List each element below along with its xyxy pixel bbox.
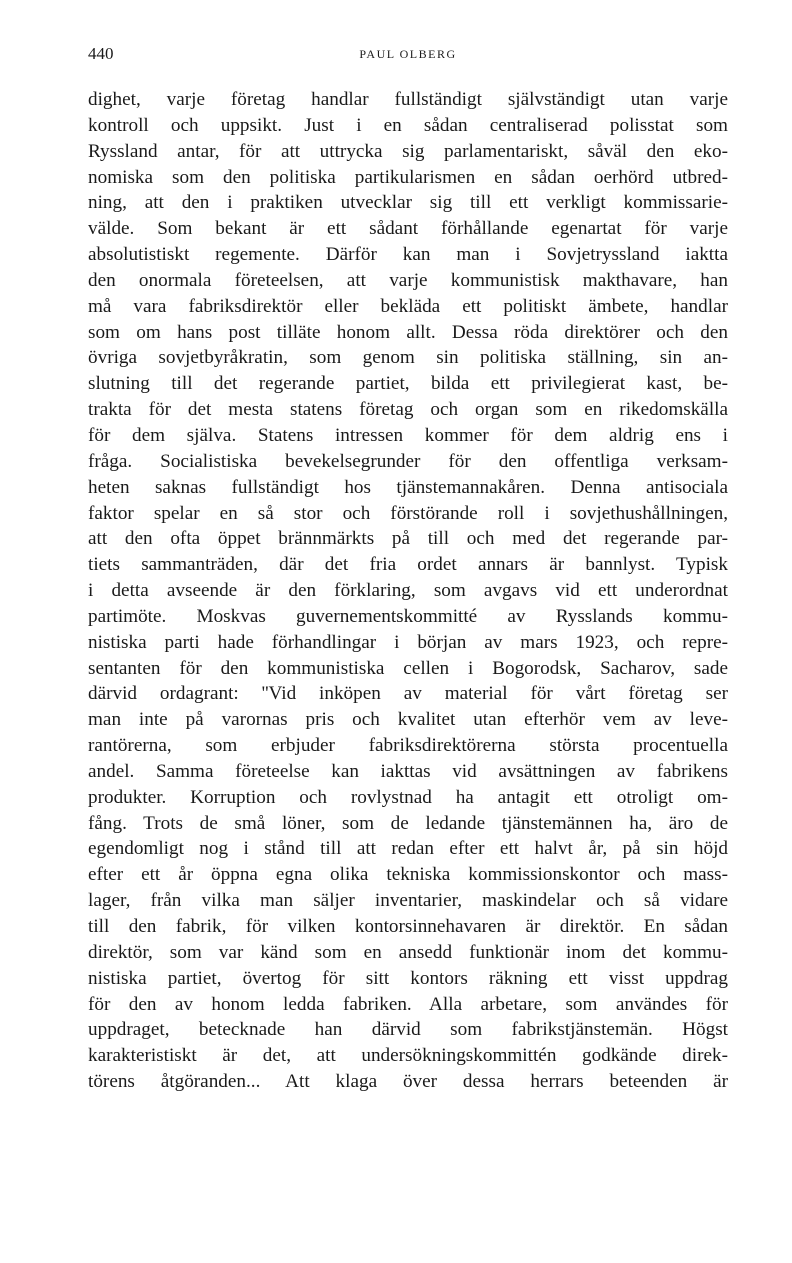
text-line: produkter. Korruption och rovlystnad ha antagit ett otroligt om- xyxy=(88,786,728,808)
text-line: fång. Trots de små löner, som de ledande tjänstemännen ha, äro de xyxy=(88,812,728,834)
text-line: fråga. Socialistiska bevekelsegrunder för den offentliga verksam- xyxy=(88,450,728,472)
page-number: 440 xyxy=(88,44,114,63)
text-line: faktor spelar en så stor och förstörande roll i sovjethushållningen, xyxy=(88,502,728,524)
text-line: rantörerna, som erbjuder fabriksdirektörerna största procentuella xyxy=(88,735,728,757)
text-line: egendomligt nog i stånd till att redan efter ett halvt år, på sin höjd xyxy=(88,838,728,860)
page-header xyxy=(88,44,728,68)
text-line: som om hans post tilläte honom allt. Dessa röda direktörer och den xyxy=(88,321,728,343)
text-line: efter ett år öppna egna olika tekniska kommissionskontor och mass- xyxy=(88,864,728,886)
text-line: trakta för det mesta statens företag och organ som en rikedomskälla xyxy=(88,399,728,421)
text-line: direktör, som var känd som en ansedd funktionär inom det kommu- xyxy=(88,941,728,963)
text-line: karakteristiskt är det, att undersökningskommittén godkände direk- xyxy=(88,1045,728,1067)
text-line: nomiska som den politiska partikularismen en sådan oerhörd utbred- xyxy=(88,166,728,188)
text-line: i detta avseende är den förklaring, som avgavs vid ett underordnat xyxy=(88,580,728,602)
text-line: för den av honom ledda fabriken. Alla arbetare, som användes för xyxy=(88,993,728,1015)
text-line: sentanten för den kommunistiska cellen i Bogorodsk, Sacharov, sade xyxy=(88,657,728,679)
text-line: tiets sammanträden, där det fria ordet annars är bannlyst. Typisk xyxy=(88,554,728,576)
text-line: lager, från vilka man säljer inventarier, maskindelar och så vidare xyxy=(88,890,728,912)
running-head: PAUL OLBERG xyxy=(359,47,457,61)
text-line: för dem själva. Statens intressen kommer för dem aldrig ens i xyxy=(88,424,728,446)
text-line: uppdraget, betecknade han därvid som fabrikstjänstemän. Högst xyxy=(88,1019,728,1041)
text-line: att den ofta öppet brännmärkts på till och med det regerande par- xyxy=(88,528,728,550)
text-line: dighet, varje företag handlar fullständigt självständigt utan varje xyxy=(88,89,728,110)
text-line: slutning till det regerande partiet, bilda ett privilegierat kast, be- xyxy=(88,373,728,395)
text-line: ning, att den i praktiken utvecklar sig till ett verkligt kommissarie- xyxy=(88,192,728,214)
text-line: därvid ordagrant: ''Vid inköpen av material för vårt företag ser xyxy=(88,683,728,705)
text-line: man inte på varornas pris och kvalitet utan efterhör vem av leve- xyxy=(88,709,728,731)
text-line: må vara fabriksdirektör eller bekläda ett politiskt ämbete, handlar xyxy=(88,295,728,317)
text-line: till den fabrik, för vilken kontorsinnehavaren är direktör. En sådan xyxy=(88,916,728,937)
text-line: Ryssland antar, för att uttrycka sig parlamentariskt, såväl den eko- xyxy=(88,140,728,162)
text-line: den onormala företeelsen, att varje kommunistisk makthavare, han xyxy=(88,269,728,291)
text-line: kontroll och uppsikt. Just i en sådan centraliserad polisstat som xyxy=(88,114,728,136)
text-line: övriga sovjetbyråkratin, som genom sin politiska ställning, sin an- xyxy=(88,347,728,369)
text-line: partimöte. Moskvas guvernementskommitté av Rysslands kommu- xyxy=(88,605,728,627)
text-line: törens åtgöranden... Att klaga över dessa herrars beteenden är xyxy=(88,1071,728,1093)
text-line: nistiska parti hade förhandlingar i början av mars 1923, och repre- xyxy=(88,631,728,653)
body-text xyxy=(88,87,728,1095)
text-line: heten saknas fullständigt hos tjänstemannakåren. Denna antisociala xyxy=(88,476,728,498)
text-line: absolutistiskt regemente. Därför kan man i Sovjetryssland iaktta xyxy=(88,244,728,266)
text-line: nistiska partiet, övertog för sitt kontors räkning ett visst uppdrag xyxy=(88,967,728,989)
text-line: andel. Samma företeelse kan iakttas vid avsättningen av fabrikens xyxy=(88,760,728,782)
text-line: välde. Som bekant är ett sådant förhållande egenartat för varje xyxy=(88,218,728,240)
